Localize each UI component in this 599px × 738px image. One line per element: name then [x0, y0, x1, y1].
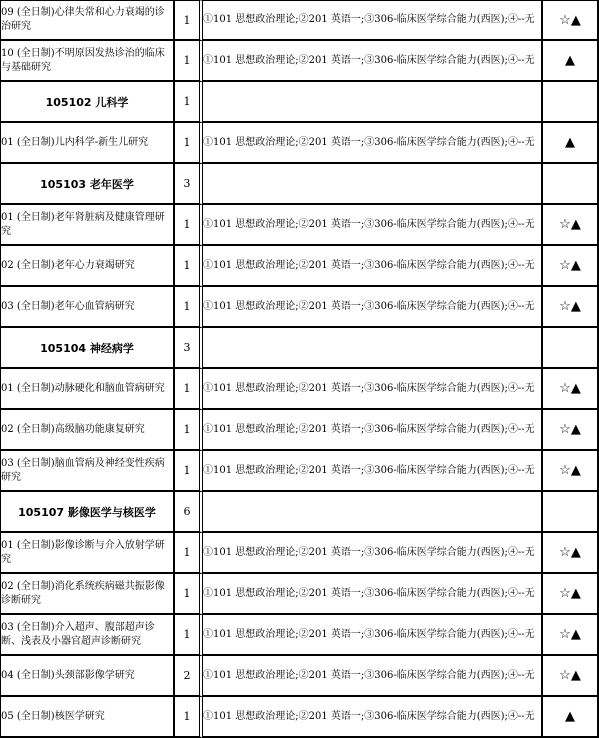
remark-mark: ▲ — [543, 123, 599, 164]
enrollment-count: 1 — [175, 287, 203, 328]
table-row — [0, 410, 599, 451]
exam-subjects — [203, 82, 543, 123]
exam-subjects: ①101 思想政治理论;②201 英语一;③306-临床医学综合能力(西医);④--无 — [203, 205, 543, 246]
enrollment-count: 3 — [175, 328, 203, 369]
remark-mark: ☆▲ — [543, 205, 599, 246]
enrollment-count: 6 — [175, 492, 203, 533]
exam-subjects: ①101 思想政治理论;②201 英语一;③306-临床医学综合能力(西医);④--无 — [203, 410, 543, 451]
table-row — [0, 369, 599, 410]
exam-subjects: ①101 思想政治理论;②201 英语一;③306-临床医学综合能力(西医);④--无 — [203, 246, 543, 287]
enrollment-count: 1 — [175, 451, 203, 492]
major-row — [0, 328, 599, 369]
exam-subjects: ①101 思想政治理论;②201 英语一;③306-临床医学综合能力(西医);④--无 — [203, 697, 543, 738]
major-row — [0, 82, 599, 123]
enrollment-count: 1 — [175, 369, 203, 410]
exam-subjects: ①101 思想政治理论;②201 英语一;③306-临床医学综合能力(西医);④--无 — [203, 574, 543, 615]
research-direction: 01 (全日制)影像诊断与介入放射学研究 — [0, 533, 175, 574]
exam-subjects: ①101 思想政治理论;②201 英语一;③306-临床医学综合能力(西医);④--无 — [203, 287, 543, 328]
enrollment-count: 1 — [175, 697, 203, 738]
remark-mark — [543, 328, 599, 369]
remark-mark: ☆▲ — [543, 451, 599, 492]
major-name: 105103 老年医学 — [0, 164, 175, 205]
remark-mark — [543, 82, 599, 123]
remark-mark: ☆▲ — [543, 410, 599, 451]
table-row — [0, 287, 599, 328]
remark-mark: ☆▲ — [543, 615, 599, 656]
exam-subjects — [203, 492, 543, 533]
remark-mark — [543, 164, 599, 205]
enrollment-count: 1 — [175, 533, 203, 574]
exam-subjects — [203, 164, 543, 205]
remark-mark: ▲ — [543, 41, 599, 82]
research-direction: 02 (全日制)消化系统疾病磁共振影像诊断研究 — [0, 574, 175, 615]
exam-subjects: ①101 思想政治理论;②201 英语一;③306-临床医学综合能力(西医);④--无 — [203, 41, 543, 82]
enrollment-count: 1 — [175, 410, 203, 451]
enrollment-count: 1 — [175, 0, 203, 41]
major-name: 105104 神经病学 — [0, 328, 175, 369]
remark-mark — [543, 492, 599, 533]
table-row — [0, 451, 599, 492]
remark-mark: ☆▲ — [543, 287, 599, 328]
research-direction: 04 (全日制)头颈部影像学研究 — [0, 656, 175, 697]
exam-subjects: ①101 思想政治理论;②201 英语一;③306-临床医学综合能力(西医);④--无 — [203, 656, 543, 697]
remark-mark: ☆▲ — [543, 369, 599, 410]
remark-mark: ☆▲ — [543, 246, 599, 287]
table-row — [0, 0, 599, 41]
major-row — [0, 164, 599, 205]
remark-mark: ☆▲ — [543, 574, 599, 615]
research-direction: 01 (全日制)动脉硬化和脑血管病研究 — [0, 369, 175, 410]
exam-subjects: ①101 思想政治理论;②201 英语一;③306-临床医学综合能力(西医);④--无 — [203, 123, 543, 164]
exam-subjects: ①101 思想政治理论;②201 英语一;③306-临床医学综合能力(西医);④--无 — [203, 369, 543, 410]
research-direction: 10 (全日制)不明原因发热诊治的临床与基础研究 — [0, 41, 175, 82]
research-direction: 01 (全日制)老年肾脏病及健康管理研究 — [0, 205, 175, 246]
enrollment-count: 1 — [175, 615, 203, 656]
table-row — [0, 205, 599, 246]
enrollment-count: 3 — [175, 164, 203, 205]
table-row — [0, 615, 599, 656]
enrollment-count: 1 — [175, 246, 203, 287]
exam-subjects: ①101 思想政治理论;②201 英语一;③306-临床医学综合能力(西医);④--无 — [203, 0, 543, 41]
major-row — [0, 492, 599, 533]
table-row — [0, 41, 599, 82]
research-direction: 02 (全日制)老年心力衰竭研究 — [0, 246, 175, 287]
enrollment-count: 1 — [175, 123, 203, 164]
research-direction: 03 (全日制)脑血管病及神经变性疾病研究 — [0, 451, 175, 492]
research-direction: 05 (全日制)核医学研究 — [0, 697, 175, 738]
major-name: 105107 影像医学与核医学 — [0, 492, 175, 533]
table-row — [0, 533, 599, 574]
table-row — [0, 246, 599, 287]
major-name: 105102 儿科学 — [0, 82, 175, 123]
remark-mark: ▲ — [543, 697, 599, 738]
exam-subjects: ①101 思想政治理论;②201 英语一;③306-临床医学综合能力(西医);④--无 — [203, 533, 543, 574]
exam-subjects — [203, 328, 543, 369]
exam-subjects: ①101 思想政治理论;②201 英语一;③306-临床医学综合能力(西医);④--无 — [203, 615, 543, 656]
table-row — [0, 656, 599, 697]
remark-mark: ☆▲ — [543, 533, 599, 574]
table-row — [0, 123, 599, 164]
remark-mark: ☆▲ — [543, 0, 599, 41]
table-row — [0, 574, 599, 615]
exam-subjects: ①101 思想政治理论;②201 英语一;③306-临床医学综合能力(西医);④--无 — [203, 451, 543, 492]
research-direction: 03 (全日制)老年心血管病研究 — [0, 287, 175, 328]
enrollment-count: 1 — [175, 41, 203, 82]
enrollment-count: 2 — [175, 656, 203, 697]
research-direction: 02 (全日制)高级脑功能康复研究 — [0, 410, 175, 451]
table-row — [0, 697, 599, 738]
research-direction: 03 (全日制)介入超声、腹部超声诊断、浅表及小器官超声诊断研究 — [0, 615, 175, 656]
enrollment-count: 1 — [175, 205, 203, 246]
remark-mark: ☆▲ — [543, 656, 599, 697]
enrollment-count: 1 — [175, 82, 203, 123]
research-direction: 01 (全日制)儿内科学-新生儿研究 — [0, 123, 175, 164]
enrollment-count: 1 — [175, 574, 203, 615]
research-direction: 09 (全日制)心律失常和心力衰竭的诊治研究 — [0, 0, 175, 41]
